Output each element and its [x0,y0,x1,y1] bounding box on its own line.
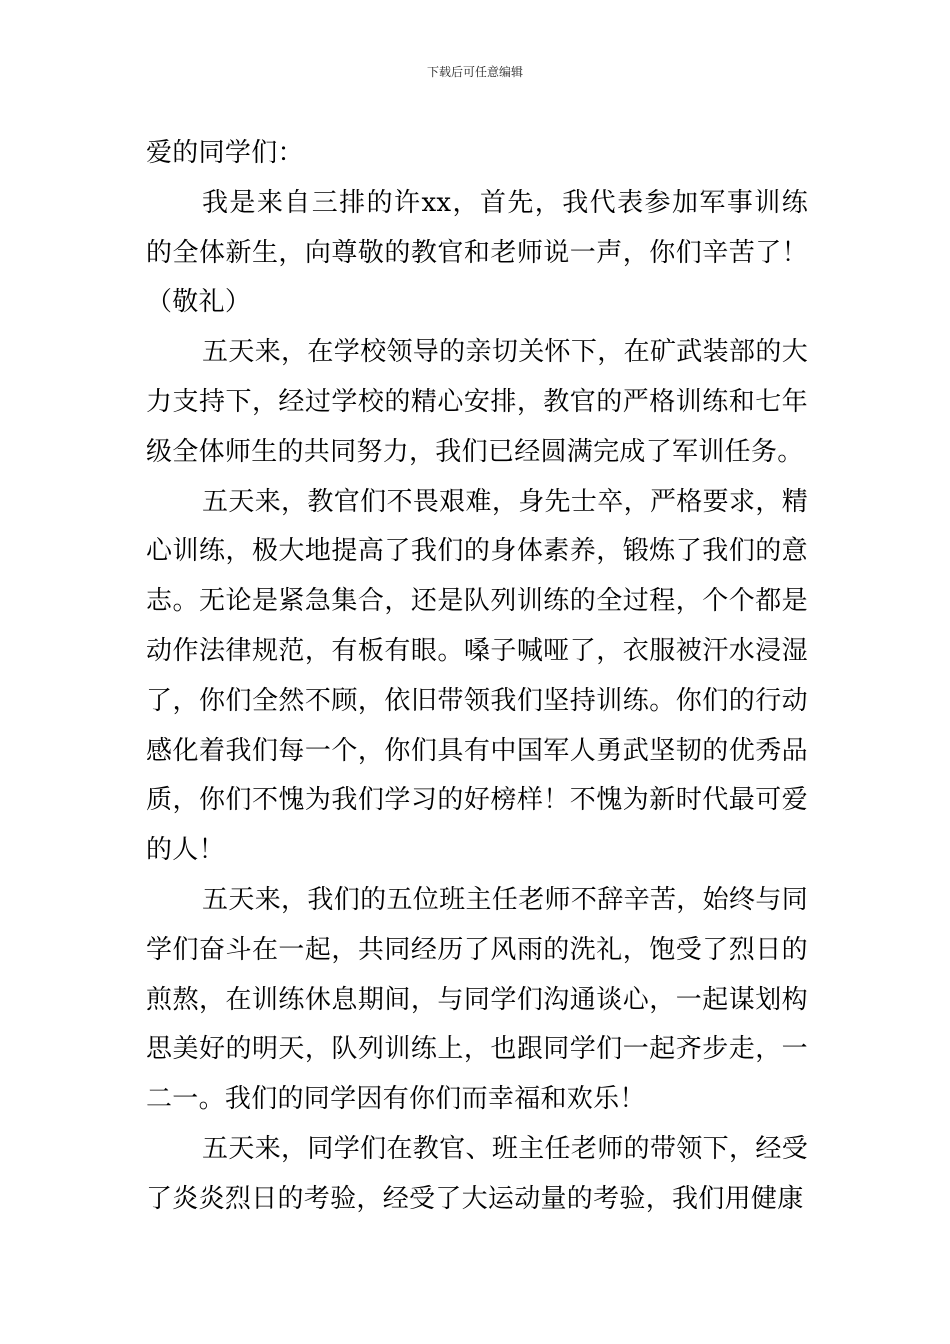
body-paragraph: 五天来，我们的五位班主任老师不辞辛苦，始终与同学们奋斗在一起，共同经历了风雨的洗礼，饱受了烈日的煎熬，在训练休息期间，与同学们沟通谈心，一起谋划构思美好的明天，队列训练上，也跟同学们一起齐步走，一二一。我们的同学因有你们而幸福和欢乐！ [146,884,808,1115]
document-body [146,129,808,1225]
salutation-paragraph: 爱的同学们： [146,138,304,168]
body-paragraph: 五天来，同学们在教官、班主任老师的带领下，经受了炎炎烈日的考验，经受了大运动量的考验，我们用健康 [146,1133,808,1214]
body-paragraph: 五天来，教官们不畏艰难，身先士卒，严格要求，精心训练，极大地提高了我们的身体素养，锻炼了我们的意志。无论是紧急集合，还是队列训练的全过程，个个都是动作法律规范，有板有眼。嗓子喊哑了，衣服被汗水浸湿了，你们全然不顾，依旧带领我们坚持训练。你们的行动感化着我们每一个，你们具有中国军人勇武坚韧的优秀品质，你们不愧为我们学习的好榜样！不愧为新时代最可爱的人！ [146,486,808,866]
body-paragraph: 五天来，在学校领导的亲切关怀下，在矿武装部的大力支持下，经过学校的精心安排，教官的严格训练和七年级全体师生的共同努力，我们已经圆满完成了军训任务。 [146,337,808,467]
page-header: 下载后可任意编辑 [426,65,523,79]
body-paragraph: 我是来自三排的许xx，首先，我代表参加军事训练的全体新生，向尊敬的教官和老师说一声，你们辛苦了！（敬礼） [146,187,808,318]
